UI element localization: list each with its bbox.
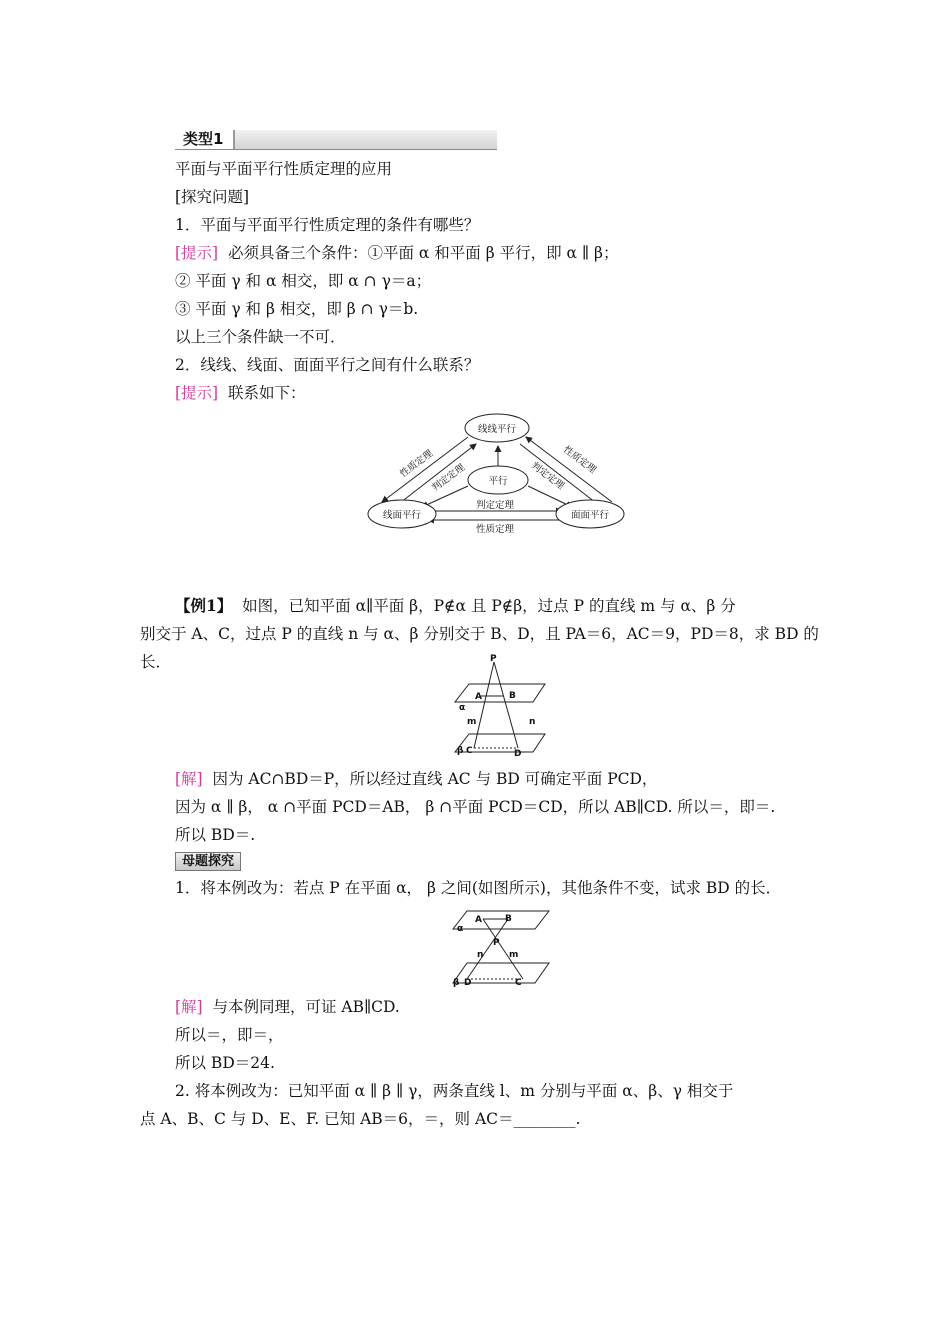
- fig2-label-B: B: [505, 914, 512, 924]
- hint-label: [提示]: [175, 244, 219, 262]
- fig2-label-A: A: [475, 915, 482, 925]
- hint-1-line-4: 以上三个条件缺一不可．: [175, 328, 346, 346]
- example-1-line-3: 长．: [140, 653, 172, 671]
- fig2-label-n: n: [477, 950, 484, 960]
- solution-label: [解]: [175, 998, 203, 1016]
- fig1-label-n: n: [529, 717, 536, 727]
- fig2-label-D: D: [464, 978, 472, 988]
- example-1-line-2: 别交于 A、C，过点 P 的直线 n 与 α、β 分别交于 B、D，且 PA＝6，AC＝9，PD＝8，求 BD 的: [140, 625, 819, 643]
- variant-2-line-1: 2. 将本例改为：已知平面 α ∥ β ∥ γ，两条直线 l、m 分别与平面 α、β、γ 相交于: [175, 1082, 734, 1100]
- fig1-label-beta: β: [457, 746, 464, 756]
- type-header: [175, 130, 497, 150]
- parallel-relationship-diagram: [360, 410, 630, 540]
- explore-label: [探究问题]: [175, 188, 250, 206]
- solution-1-text: 因为 AC∩BD＝P，所以经过直线 AC 与 BD 可确定平面 PCD，: [212, 770, 658, 788]
- hint-1-text: 必须具备三个条件：①平面 α 和平面 β 平行，即 α ∥ β；: [227, 244, 619, 262]
- edge-label-outer-right: 性质定理: [561, 444, 598, 476]
- hint-2-text: 联系如下：: [227, 384, 306, 402]
- fig2-label-alpha: α: [457, 924, 464, 934]
- hint-2-line: [175, 382, 305, 404]
- mother-problem-tag: 母题探究: [175, 852, 241, 871]
- hint-label: [提示]: [175, 384, 219, 402]
- variant-2-line-2: 点 A、B、C 与 D、E、F. 已知 AB＝6，＝，则 AC＝________.: [140, 1110, 581, 1128]
- solution-2-line-1: [175, 996, 400, 1018]
- fig1-label-P: P: [490, 654, 497, 664]
- fig1-label-A: A: [475, 692, 482, 702]
- edge-label-inner-right: 判定定理: [529, 460, 566, 492]
- fig1-label-D: D: [514, 749, 522, 759]
- node-top-label: 线线平行: [477, 424, 517, 435]
- example-1-label: 【例1】: [175, 596, 233, 615]
- solution-2-line-3: 所以 BD＝24.: [175, 1054, 275, 1072]
- fig1-label-alpha: α: [459, 703, 466, 713]
- section-title: 平面与平面平行性质定理的应用: [175, 160, 393, 178]
- edge-label-bottom-bottom: 性质定理: [475, 524, 515, 535]
- fig2-label-beta: β: [453, 978, 460, 988]
- edge-label-inner-left: 判定定理: [430, 462, 467, 494]
- solution-1-line-2: 因为 α ∥ β， α ∩平面 PCD＝AB， β ∩平面 PCD＝CD，所以 AB∥CD. 所以＝，即＝.: [175, 798, 776, 816]
- node-center-label: 平行: [488, 476, 508, 487]
- variant-1: 1．将本例改为：若点 P 在平面 α， β 之间(如图所示)，其他条件不变，试求 BD 的长．: [175, 879, 782, 897]
- fig2-label-C: C: [515, 978, 522, 988]
- solution-2-text: 与本例同理，可证 AB∥CD.: [212, 998, 400, 1016]
- hint-1-line-2: ② 平面 γ 和 α 相交，即 α ∩ γ＝a；: [175, 272, 432, 290]
- fig1-label-m: m: [467, 717, 477, 727]
- fig1-label-B: B: [509, 691, 516, 701]
- node-left-label: 线面平行: [382, 510, 422, 521]
- node-right-label: 面面平行: [570, 510, 610, 521]
- edge-label-bottom-top: 判定定理: [475, 500, 515, 511]
- question-2: 2．线线、线面、面面平行之间有什么联系？: [175, 356, 480, 374]
- figure-1: [445, 652, 555, 760]
- example-1-line-1: [175, 595, 736, 617]
- fig2-label-P: P: [493, 938, 500, 948]
- figure-2: [445, 905, 555, 991]
- fig1-label-C: C: [466, 746, 473, 756]
- solution-2-line-2: 所以＝，即＝，: [175, 1026, 284, 1044]
- example-1-text: 如图，已知平面 α∥平面 β，P∉α 且 P∉β，过点 P 的直线 m 与 α、β 分: [242, 597, 736, 615]
- solution-label: [解]: [175, 770, 203, 788]
- solution-1-line-3: 所以 BD＝.: [175, 826, 256, 844]
- hint-1-line-1: [175, 242, 618, 264]
- fig2-label-m: m: [509, 950, 519, 960]
- question-1: 1．平面与平面平行性质定理的条件有哪些？: [175, 216, 480, 234]
- hint-1-line-3: ③ 平面 γ 和 β 相交，即 β ∩ γ＝b.: [175, 300, 419, 318]
- edge-label-outer-left: 性质定理: [398, 448, 435, 480]
- type-label: 类型1: [175, 130, 235, 149]
- solution-1-line-1: [175, 768, 657, 790]
